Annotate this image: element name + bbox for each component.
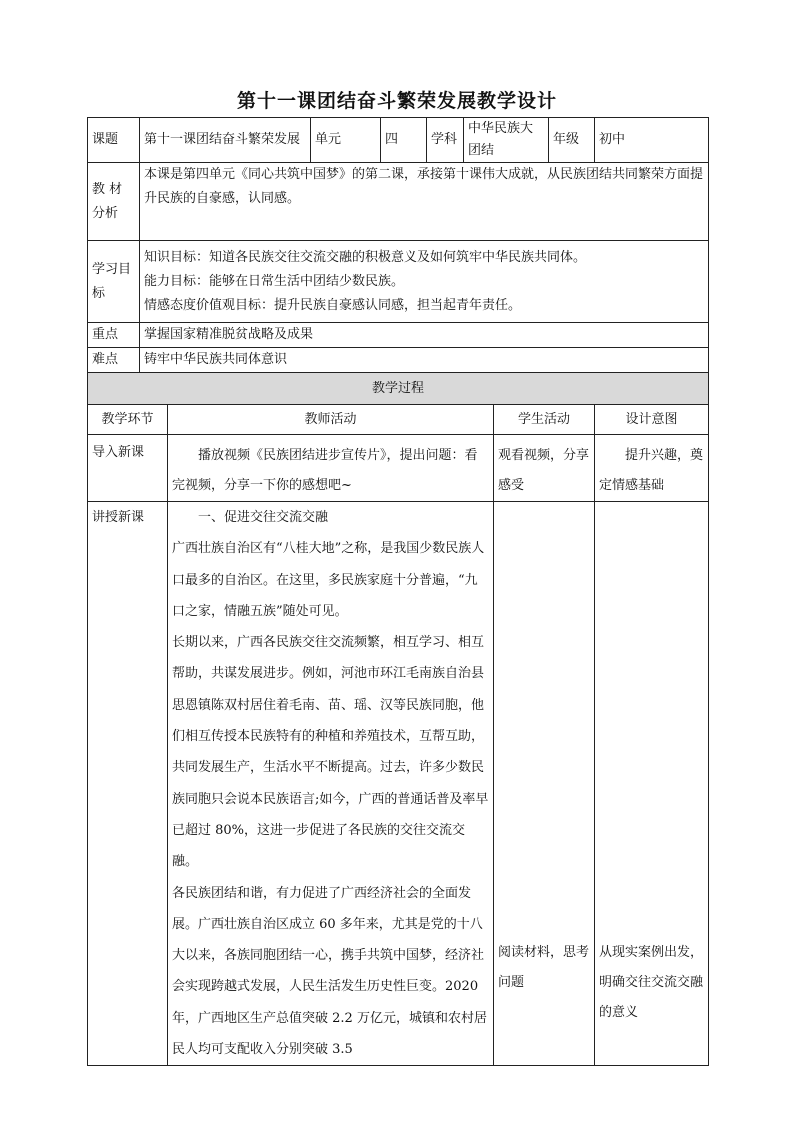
grade-label: 年级 [549, 118, 595, 163]
lecture-paragraph-3: 各民族团结和谐，有力促进了广西经济社会的全面发展。广西壮族自治区成立 60 多年来，尤其是党的十八大以来，各族同胞团结一心，携手共筑中国梦，经济社会实现跨越式发展，人民生活发生历史性巨变。2020 年，广西地区生产总值突破 2.2 万亿元，城镇和农村居民人均可支配收入分别突破 3.5 [172, 885, 487, 1058]
header-row [88, 118, 709, 163]
lecture-design: 从现实案例出发，明确交往交流交融的意义 [595, 502, 709, 1066]
objective-emotion: 情感态度价值观目标：提升民族自豪感认同感，担当起青年责任。 [144, 297, 522, 313]
lecture-stage: 讲授新课 [88, 502, 168, 1066]
key-point-text: 掌握国家精准脱贫战略及成果 [140, 323, 709, 348]
lecture-row [88, 502, 709, 1066]
objective-ability: 能力目标：能够在日常生活中团结少数民族。 [144, 273, 405, 289]
column-stage: 教学环节 [88, 405, 168, 435]
process-header-row [88, 373, 709, 405]
material-analysis-label: 教 材分析 [88, 163, 140, 241]
intro-student: 观看视频，分享感受 [494, 435, 595, 502]
lecture-paragraph-1: 广西壮族自治区有“八桂大地”之称，是我国少数民族人口最多的自治区。在这里，多民族家庭十分普遍，“九口之家，情融五族”随处可见。 [172, 541, 485, 619]
key-point-row [88, 323, 709, 348]
column-student: 学生活动 [494, 405, 595, 435]
process-header: 教学过程 [88, 373, 709, 405]
lecture-paragraph-2: 长期以来，广西各民族交往交流频繁，相互学习、相互帮助，共谋发展进步。例如，河池市环江毛南族自治县思恩镇陈双村居住着毛南、苗、瑶、汉等民族同胞，他们相互传授本民族特有的种植和养殖技术，互帮互助，共同发展生产，生活水平不断提高。过去，许多少数民族同胞只会说本民族语言;如今，广西的普通话普及率早已超过 80%，这进一步促进了各民族的交往交流交融。 [172, 635, 489, 870]
intro-teacher: 播放视频《民族团结进步宣传片》，提出问题：看完视频，分享一下你的感想吧~ [168, 435, 494, 502]
intro-stage: 导入新课 [88, 435, 168, 502]
intro-design: 提升兴趣，奠定情感基础 [595, 435, 709, 502]
objectives-label: 学习目标 [88, 241, 140, 323]
lesson-plan-table [87, 117, 709, 1066]
topic-label: 课题 [88, 118, 140, 163]
objectives-content [140, 241, 709, 323]
topic-value: 第十一课团结奋斗繁荣发展 [140, 118, 311, 163]
objectives-row [88, 241, 709, 323]
grade-value: 初中 [595, 118, 709, 163]
intro-row [88, 435, 709, 502]
lecture-heading: 一、促进交往交流交融 [198, 510, 329, 525]
difficulty-row [88, 348, 709, 373]
key-point-label: 重点 [88, 323, 140, 348]
column-design: 设计意图 [595, 405, 709, 435]
unit-value: 四 [381, 118, 427, 163]
material-analysis-text: 本课是第四单元《同心共筑中国梦》的第二课，承接第十课伟大成就，从民族团结共同繁荣方面提升民族的自豪感，认同感。 [140, 163, 709, 241]
page-title: 第十一课团结奋斗繁荣发展教学设计 [236, 90, 557, 112]
subject-label: 学科 [427, 118, 464, 163]
material-analysis-row [88, 163, 709, 241]
lecture-student: 阅读材料，思考问题 [494, 502, 595, 1066]
difficulty-text: 铸牢中华民族共同体意识 [140, 348, 709, 373]
difficulty-label: 难点 [88, 348, 140, 373]
unit-label: 单元 [311, 118, 381, 163]
process-columns-row [88, 405, 709, 435]
column-teacher: 教师活动 [168, 405, 494, 435]
objective-knowledge: 知识目标：知道各民族交往交流交融的积极意义及如何筑牢中华民族共同体。 [144, 249, 587, 265]
subject-value: 中华民族大团结 [464, 118, 549, 163]
lecture-teacher [168, 502, 494, 1066]
